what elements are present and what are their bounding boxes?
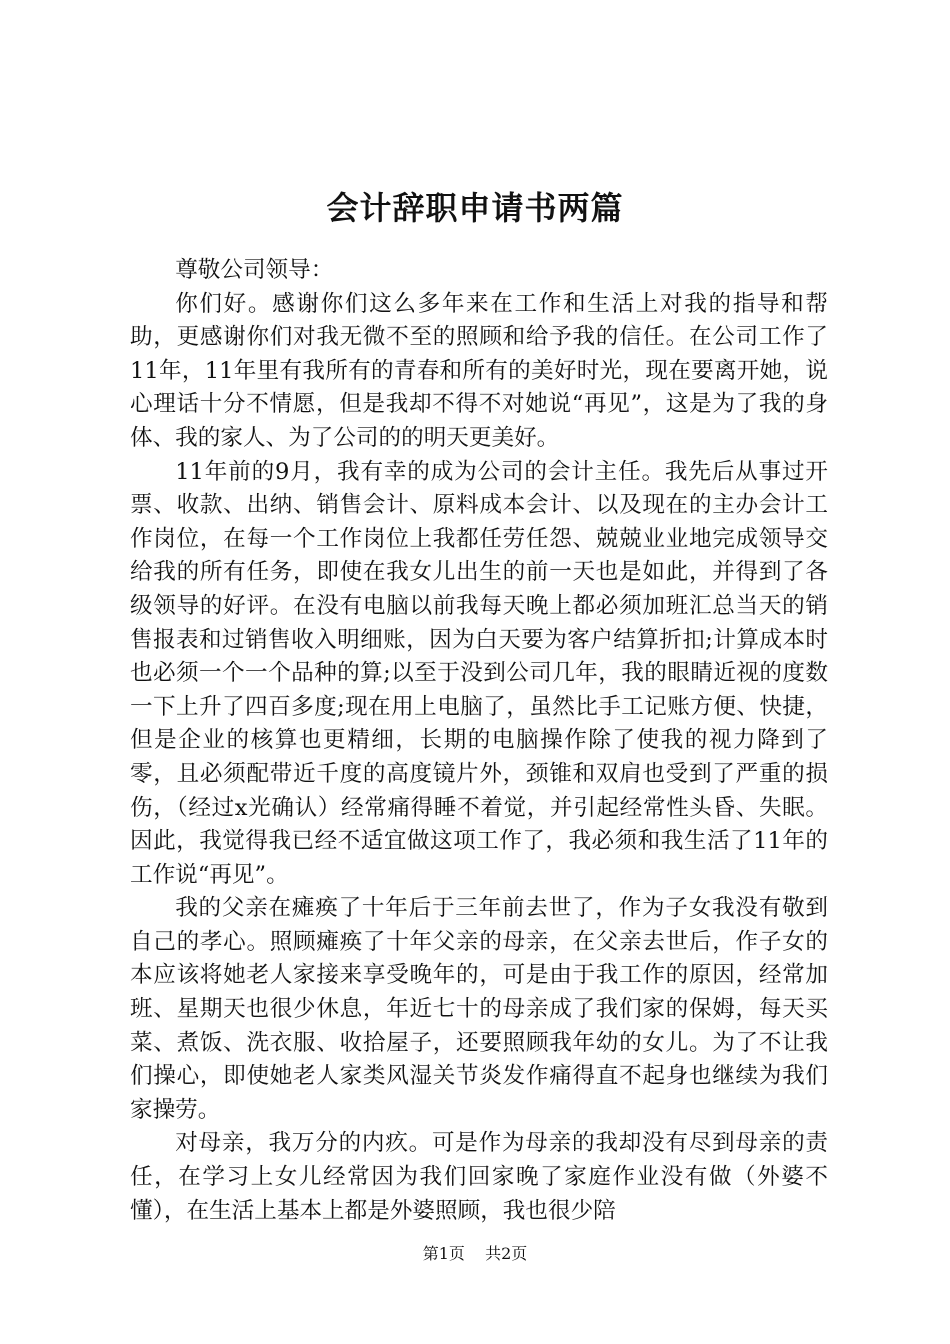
paragraph-1: 你们好。感谢你们这么多年来在工作和生活上对我的指导和帮助，更感谢你们对我无微不至的照顾和给予我的信任。在公司工作了11年，11年里有我所有的青春和所有的美好时光，现在要离开她，说心理话十分不情愿，但是我却不得不对她说“再见”，这是为了我的身体、我的家人、为了公司的的明天更美好。 bbox=[130, 290, 828, 451]
paragraph-4: 对母亲，我万分的内疚。可是作为母亲的我却没有尽到母亲的责任，在学习上女儿经常因为我们回家晚了家庭作业没有做（外婆不懂），在生活上基本上都是外婆照顾，我也很少陪 bbox=[130, 1130, 828, 1224]
page-footer bbox=[0, 1243, 950, 1265]
page-number: 第1页 bbox=[422, 1244, 465, 1263]
salutation: 尊敬公司领导： bbox=[175, 257, 334, 283]
document-body bbox=[130, 254, 828, 1228]
paragraph-2: 11年前的9月，我有幸的成为公司的会计主任。我先后从事过开票、收款、出纳、销售会计、原料成本会计、以及现在的主办会计工作岗位，在每一个工作岗位上我都任劳任怨、兢兢业业地完成领导交给我的所有任务，即使在我女儿出生的前一天也是如此，并得到了各级领导的好评。在没有电脑以前我每天晚上都必须加班汇总当天的销售报表和过销售收入明细账，因为白天要为客户结算折扣;计算成本时也必须一个一个品种的算;以至于没到公司几年，我的眼睛近视的度数一下上升了四百多度;现在用上电脑了，虽然比手工记账方便、快捷，但是企业的核算也更精细，长期的电脑操作除了使我的视力降到了零，且必须配带近千度的高度镜片外，颈锥和双肩也受到了严重的损伤，（经过x光确认）经常痛得睡不着觉，并引起经常性头昏、失眠。因此，我觉得我已经不适宜做这项工作了，我必须和我生活了11年的工作说“再见”。 bbox=[130, 458, 828, 888]
document-title: 会计辞职申请书两篇 bbox=[326, 189, 624, 227]
paragraph-3: 我的父亲在瘫痪了十年后于三年前去世了，作为子女我没有敬到自己的孝心。照顾瘫痪了十年父亲的母亲，在父亲去世后，作子女的本应该将她老人家接来享受晚年的，可是由于我工作的原因，经常加班、星期天也很少休息，年近七十的母亲成了我们家的保姆，每天买菜、煮饭、洗衣服、收拾屋子，还要照顾我年幼的女儿。为了不让我们操心，即使她老人家类风湿关节炎发作痛得直不起身也继续为我们家操劳。 bbox=[130, 895, 828, 1123]
page-total: 共2页 bbox=[485, 1244, 528, 1263]
